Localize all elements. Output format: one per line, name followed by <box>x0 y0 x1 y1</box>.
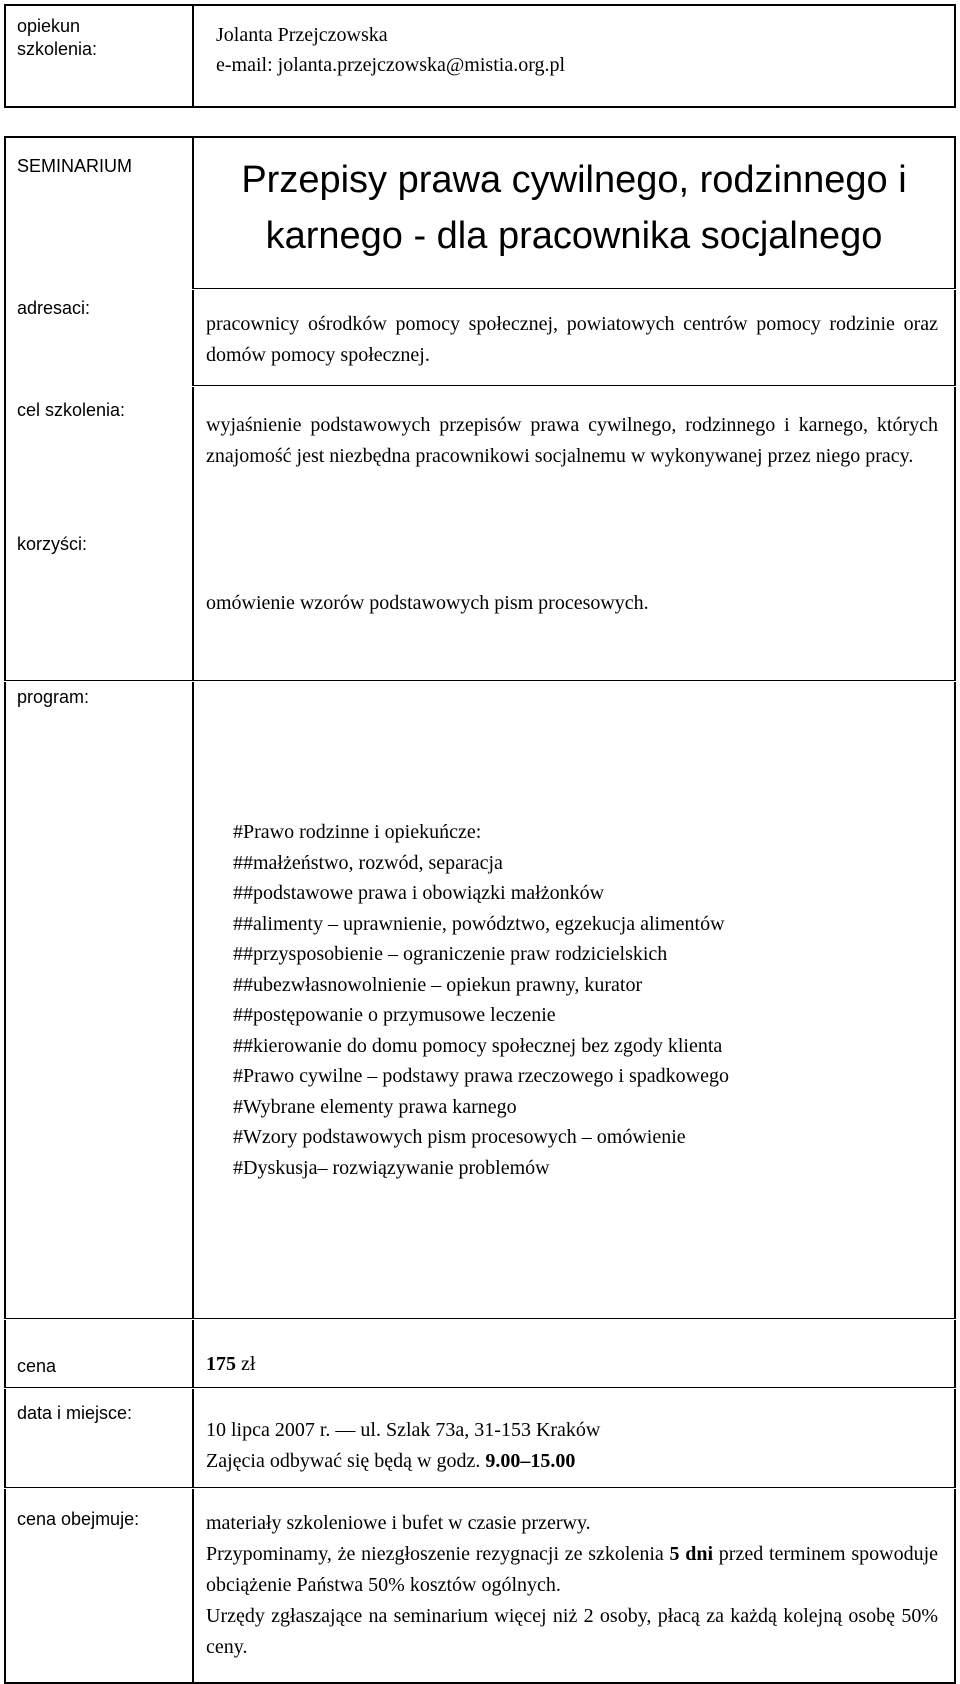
divider-cena <box>4 1387 956 1389</box>
main-label-column <box>4 136 194 1684</box>
hours-prefix: Zajęcia odbywać się będą w godz. <box>206 1450 486 1472</box>
hours-value: 9.00–15.00 <box>485 1450 576 1472</box>
data-miejsce-line1: 10 lipca 2007 r. — ul. Szlak 73a, 31-153 Kraków <box>206 1419 601 1441</box>
notice-days: 5 dni <box>669 1543 714 1565</box>
coordinator-name: Jolanta Przejczowska <box>216 24 388 46</box>
korzysci-text: omówienie wzorów podstawowych pism procesowych. <box>206 592 649 614</box>
cel-label: cel szkolenia: <box>17 400 126 420</box>
adresaci-text: pracownicy ośrodków pomocy społecznej, powiatowych centrów pomocy rodzinie oraz domów pomocy społecznej. <box>206 313 938 366</box>
cena-currency: zł <box>241 1353 256 1375</box>
seminar-title-line1: Przepisy prawa cywilnego, rodzinnego i <box>241 159 907 201</box>
data-miejsce-line2 <box>206 1446 575 1477</box>
program-item: #Prawo rodzinne i opiekuńcze: <box>233 821 482 843</box>
cena-obejmuje-label: cena obejmuje: <box>17 1509 140 1529</box>
notice-part-a: Przypominamy, że niezgłoszenie rezygnacji ze szkolenia <box>206 1543 670 1565</box>
cena-amount: 175 <box>206 1353 236 1375</box>
program-item: ##przysposobienie – ograniczenie praw rodzicielskich <box>233 943 668 965</box>
cel-text: wyjaśnienie podstawowych przepisów prawa cywilnego, rodzinnego i karnego, których znajomość jest niezbędna pracownikowi socjalnemu w wykonywanej przez niego pracy. <box>206 414 938 467</box>
program-item: ##ubezwłasnowolnienie – opiekun prawny, kurator <box>233 973 643 996</box>
data-miejsce-label: data i miejsce: <box>17 1403 133 1423</box>
program-list <box>233 817 729 1183</box>
seminar-label: SEMINARIUM <box>17 156 133 176</box>
program-label: program: <box>17 687 90 707</box>
divider-data <box>4 1487 956 1489</box>
cena-obejmuje-line1: materiały szkoleniowe i bufet w czasie przerwy. <box>206 1512 591 1534</box>
program-item: ##podstawowe prawa i obowiązki małżonków <box>233 882 605 904</box>
program-item: ##małżeństwo, rozwód, separacja <box>233 851 503 874</box>
divider-adresaci <box>192 385 956 387</box>
korzysci-label: korzyści: <box>17 534 88 554</box>
program-item: #Dyskusja– rozwiązywanie problemów <box>233 1156 550 1179</box>
program-item: ##postępowanie o przymusowe leczenie <box>233 1004 556 1026</box>
notice-part-b: przed terminem spowoduje obciążenie Państwa 50% kosztów ogólnych. <box>206 1543 938 1596</box>
header-label: opiekun szkolenia: <box>17 16 98 59</box>
coordinator-email[interactable]: e-mail: jolanta.przejczowska@mistia.org.pl <box>216 54 566 76</box>
cena-value <box>206 1349 255 1380</box>
seminar-title-line2: karnego - dla pracownika socjalnego <box>265 215 883 257</box>
program-item: #Wzory podstawowych pism procesowych – omówienie <box>233 1126 686 1148</box>
divider-program-bottom <box>4 1318 956 1320</box>
group-discount-notice: Urzędy zgłaszające na seminarium więcej niż 2 osoby, płacą za każdą kolejną osobę 50% ceny. <box>206 1605 938 1658</box>
divider-program-top <box>4 680 956 682</box>
divider-title <box>192 288 956 290</box>
program-item: #Prawo cywilne – podstawy prawa rzeczowego i spadkowego <box>233 1065 729 1087</box>
cena-label: cena <box>17 1356 57 1376</box>
program-item: ##alimenty – uprawnienie, powództwo, egzekucja alimentów <box>233 912 725 935</box>
cancellation-notice <box>206 1539 938 1601</box>
program-item: ##kierowanie do domu pomocy społecznej bez zgody klienta <box>233 1034 723 1057</box>
program-item: #Wybrane elementy prawa karnego <box>233 1095 517 1118</box>
adresaci-label: adresaci: <box>17 298 91 318</box>
